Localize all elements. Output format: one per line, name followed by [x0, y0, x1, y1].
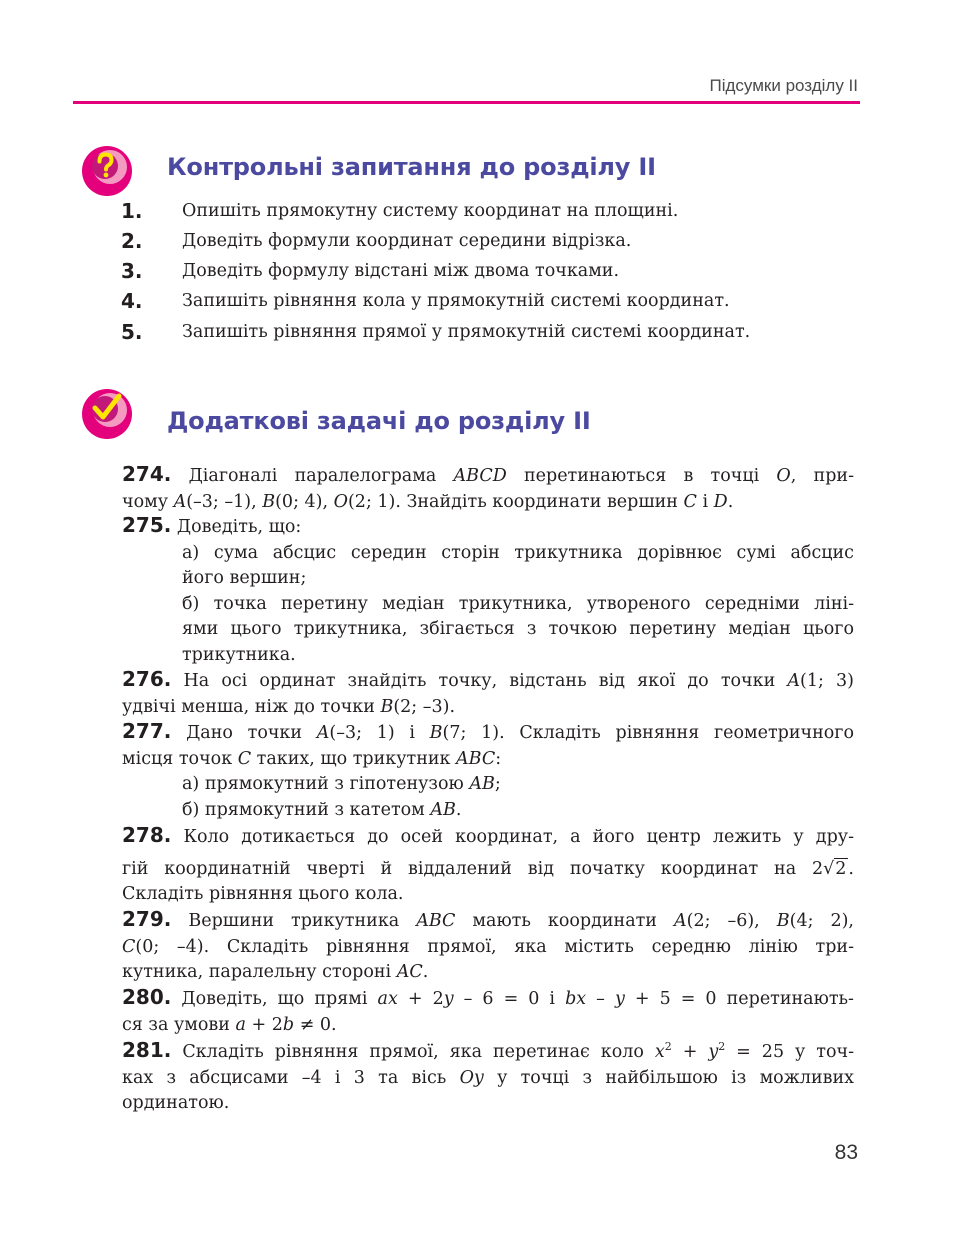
- question-icon: [81, 145, 133, 197]
- problem-277: 277. Дано точки A(–3; 1) і B(7; 1). Складіть рівняння геометричного місця точок C таких, що трикутник ABC: а) прямокутний з гіпотенузою AB; б) прямокутний з катетом AB.: [122, 719, 854, 820]
- question-number: 4.: [121, 289, 143, 313]
- problem-276: 276. На осі ординат знайдіть точку, відстань від якої до точки A(1; 3) удвічі менша, ніж до точки B(2; –3).: [122, 667, 854, 717]
- problem-number: 280.: [122, 985, 172, 1009]
- problem-number: 275.: [122, 513, 172, 537]
- question-number: 5.: [121, 320, 143, 344]
- question-text: Запишіть рівняння кола у прямокутній системі координат.: [182, 291, 730, 311]
- problem-278: 278. Коло дотикається до осей координат, а його центр лежить у дру- гій координатній чверті й віддалений від початку координат на 2√2 . Складіть рівняння цього кола.: [122, 823, 854, 904]
- question-number: 2.: [121, 229, 143, 253]
- problem-274: 274. Діагоналі паралелограма ABCD перетинаються в точці O, при- чому A(–3; –1), B(0; 4), O(2; 1). Знайдіть координати вершин C і D.: [122, 462, 855, 512]
- problem-number: 281.: [122, 1038, 172, 1062]
- problem-number: 274.: [122, 462, 172, 486]
- page-number: 83: [834, 1141, 858, 1164]
- question-text: Опишіть прямокутну систему координат на площині.: [182, 201, 679, 221]
- problem-number: 279.: [122, 907, 172, 931]
- problem-number: 278.: [122, 823, 172, 847]
- problem-280: 280. Доведіть, що прямі ax + 2y – 6 = 0 і bx – y + 5 = 0 перетинають- ся за умови a + 2b ≠ 0.: [122, 985, 854, 1035]
- question-text: Доведіть формули координат середини відрізка.: [182, 231, 632, 251]
- problem-number: 276.: [122, 667, 172, 691]
- section-title-problems: Додаткові задачі до розділу ІІ: [167, 407, 591, 435]
- question-text: Доведіть формулу відстані між двома точками.: [182, 261, 620, 281]
- question-text: Запишіть рівняння прямої у прямокутній системі координат.: [182, 322, 751, 342]
- checkmark-icon: [81, 388, 133, 440]
- section-title-questions: Контрольні запитання до розділу ІІ: [167, 153, 656, 181]
- question-number: 3.: [121, 259, 143, 283]
- problem-275: 275. Доведіть, що: а) сума абсцис середин сторін трикутника дорівнює сумі абсцис його вершин; б) точка перетину медіан трикутника, утвореного середніми ліні- ями цього трикутника, збігається з точкою перетину медіан цього трикутника.: [122, 513, 854, 665]
- problem-281: 281. Складіть рівняння прямої, яка перетинає коло $x^2 + y^2 = 25$ у точ- ках з абсцисами –4 і 3 та вісь Oy у точці з найбільшою із можливих ординатою.: [122, 1038, 854, 1113]
- header-rule: [73, 101, 860, 104]
- question-number: 1.: [121, 199, 143, 223]
- problem-279: 279. Вершини трикутника ABC мають координати A(2; –6), B(4; 2), C(0; –4). Складіть рівняння прямої, яка містить середню лінію три- кутника, паралельну стороні AC.: [122, 907, 854, 982]
- running-head: Підсумки розділу ІІ: [709, 76, 858, 95]
- problem-number: 277.: [122, 719, 172, 743]
